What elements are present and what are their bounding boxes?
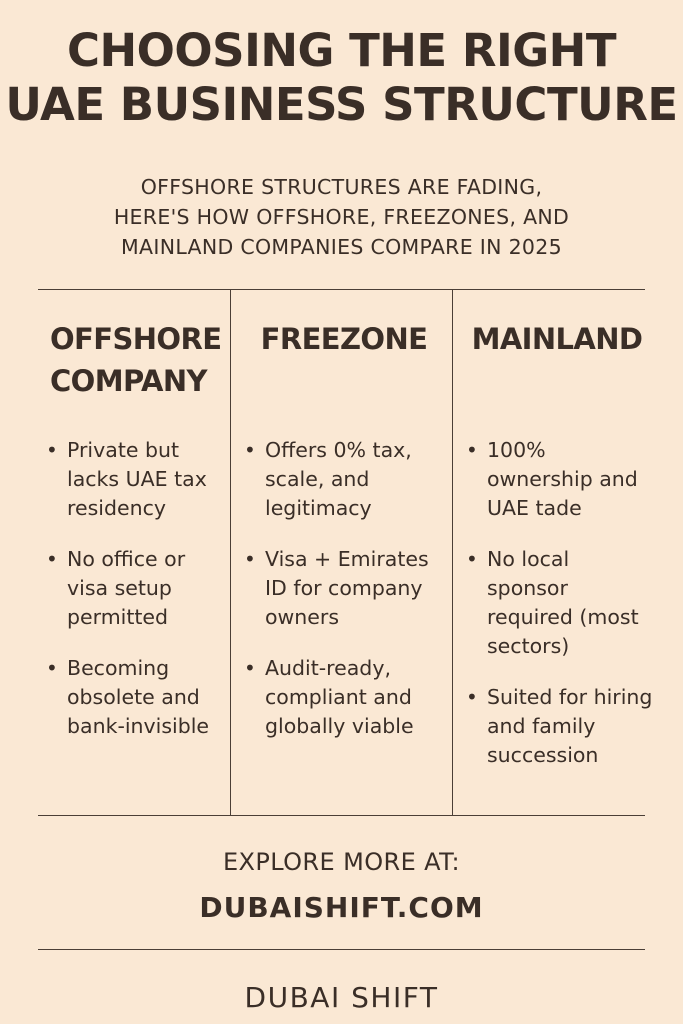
footer-divider — [38, 949, 645, 950]
bullet-icon: • — [244, 656, 256, 680]
column-heading-mainland — [458, 318, 656, 360]
list-item — [242, 436, 446, 523]
brand-name: DUBAI SHIFT — [244, 981, 439, 1014]
column-offshore — [44, 318, 226, 763]
bullet-text: Private but lacks UAE tax residency — [67, 438, 207, 520]
column-mainland — [464, 318, 656, 792]
column-heading-line-1: MAINLAND — [471, 322, 643, 356]
subtitle-line-3: MAINLAND COMPANIES COMPARE IN 2025 — [121, 235, 562, 259]
column-divider-2 — [452, 289, 453, 815]
bullet-text: Suited for hiring and family succession — [487, 685, 653, 767]
bullet-text: 100% ownership and UAE tade — [487, 438, 638, 520]
list-item — [242, 654, 446, 741]
bullet-icon: • — [46, 438, 58, 462]
bullet-icon: • — [46, 656, 58, 680]
list-item — [464, 436, 656, 523]
bullet-icon: • — [466, 547, 478, 571]
column-heading-freezone — [242, 318, 446, 360]
column-freezone — [242, 318, 446, 763]
bullet-list-offshore — [44, 436, 226, 741]
title-line-2: UAE BUSINESS STRUCTURE — [5, 78, 678, 131]
list-item — [464, 545, 656, 661]
list-item — [242, 545, 446, 632]
column-divider-1 — [230, 289, 231, 815]
bullet-list-freezone — [242, 436, 446, 741]
bullet-icon: • — [244, 438, 256, 462]
subtitle-line-1: OFFSHORE STRUCTURES ARE FADING, — [140, 175, 543, 199]
bullet-icon: • — [244, 547, 256, 571]
explore-label: EXPLORE MORE AT: — [222, 848, 461, 876]
bullet-text: Audit-ready, compliant and globally viable — [265, 656, 414, 738]
bullet-text: No office or visa setup permitted — [67, 547, 186, 629]
column-heading-line-1: OFFSHORE — [50, 322, 222, 356]
list-item — [44, 654, 226, 741]
column-heading-line-2: COMPANY — [50, 364, 207, 398]
bullet-text: Offers 0% tax, scale, and legitimacy — [265, 438, 412, 520]
table-bottom-divider — [38, 815, 645, 816]
bullet-icon: • — [466, 685, 478, 709]
bullet-text: Becoming obsolete and bank-invisible — [67, 656, 210, 738]
bullet-icon: • — [466, 438, 478, 462]
bullet-text: No local sponsor required (most sectors) — [487, 547, 639, 658]
website-link[interactable]: DUBAISHIFT.COM — [199, 891, 484, 924]
list-item — [44, 436, 226, 523]
subtitle — [40, 172, 643, 262]
bullet-list-mainland — [464, 436, 656, 770]
bullet-icon: • — [46, 547, 58, 571]
column-heading-line-1: FREEZONE — [260, 322, 428, 356]
table-top-divider — [38, 289, 645, 290]
bullet-text: Visa + Emirates ID for company owners — [265, 547, 429, 629]
page-title — [0, 24, 683, 132]
title-line-1: CHOOSING THE RIGHT — [66, 24, 617, 77]
column-heading-offshore — [50, 318, 226, 402]
list-item — [44, 545, 226, 632]
list-item — [464, 683, 656, 770]
subtitle-line-2: HERE'S HOW OFFSHORE, FREEZONES, AND — [113, 205, 570, 229]
